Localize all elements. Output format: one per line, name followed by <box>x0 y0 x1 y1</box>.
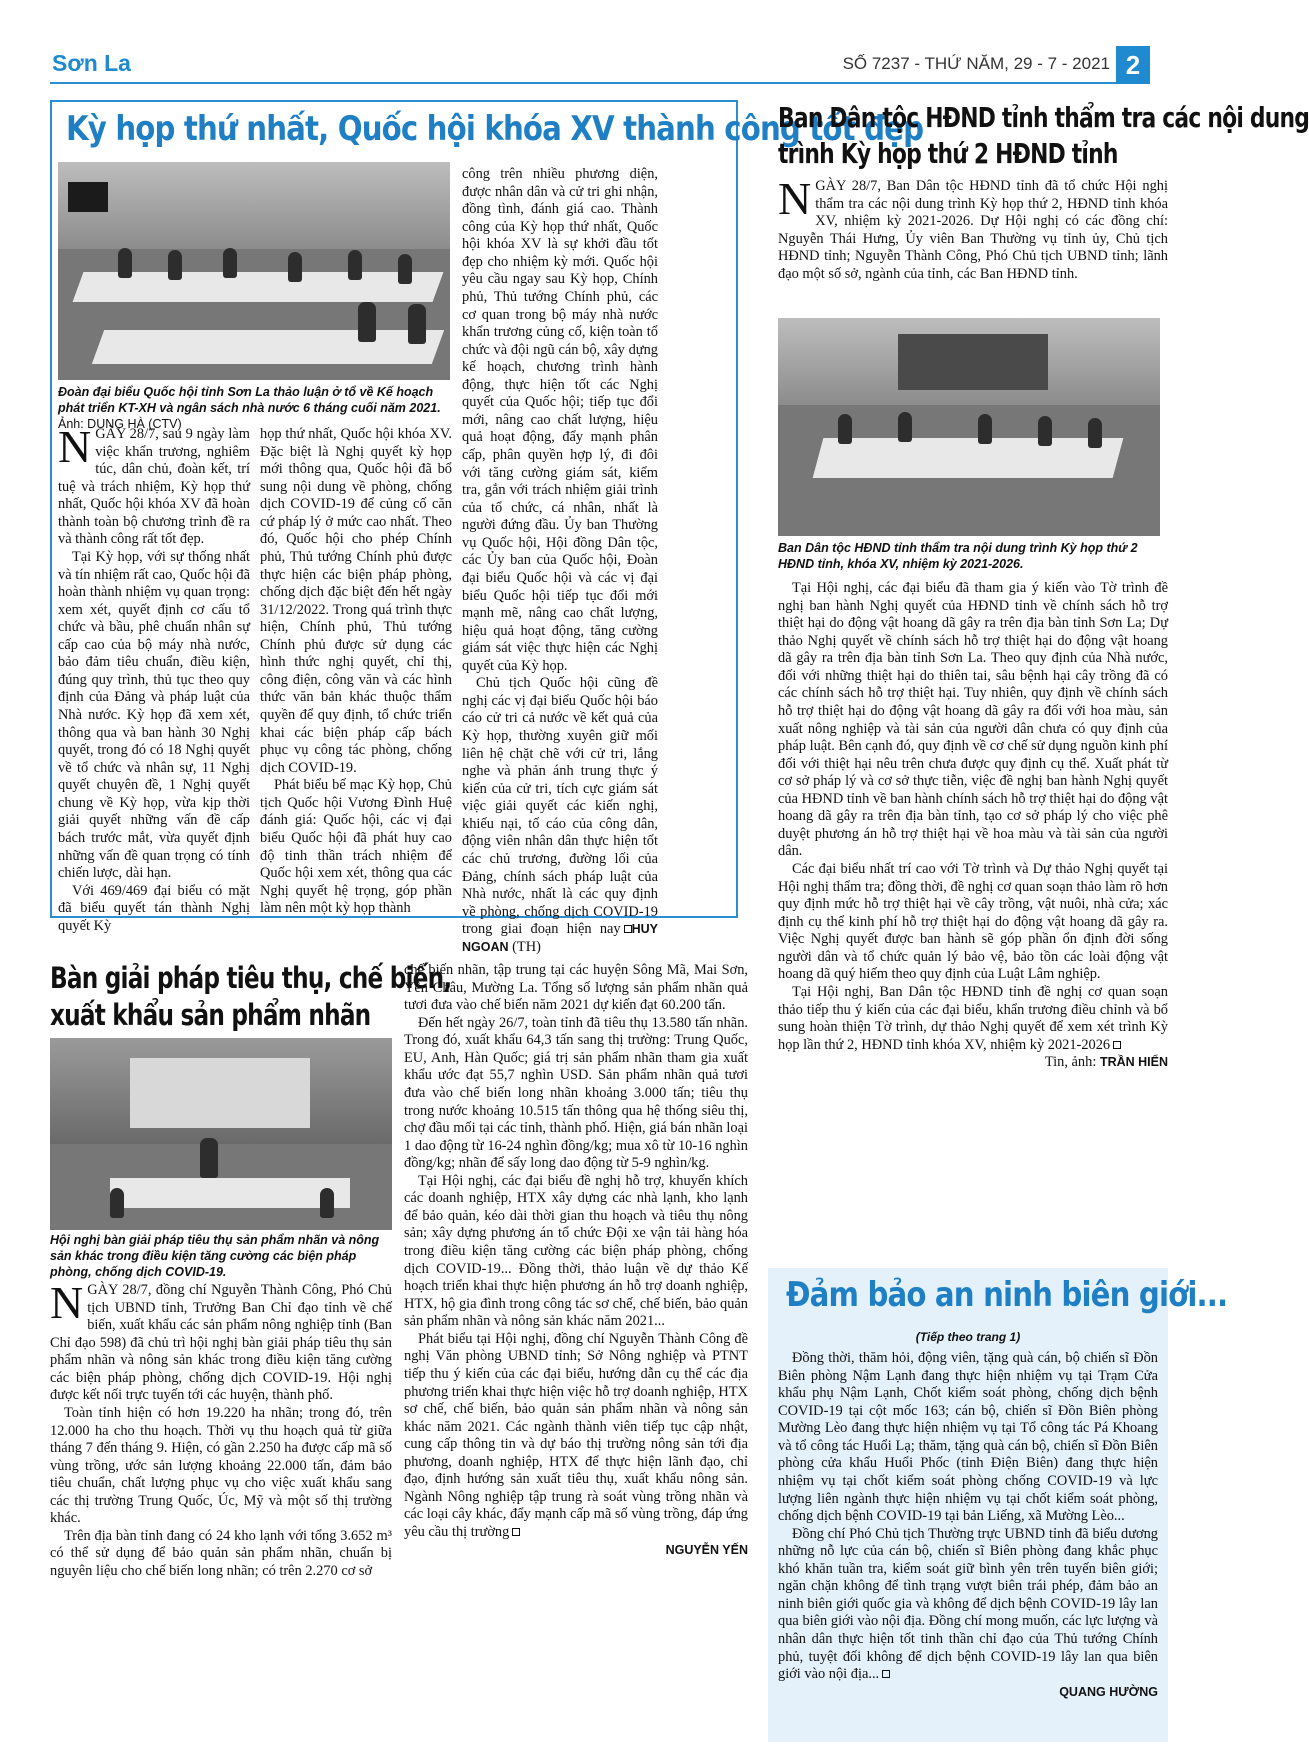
article3-caption: Hội nghị bàn giải pháp tiêu thụ sản phẩm nhãn và nông sản khác trong điều kiện tăng cường các biện pháp phòng, chống dịch COVID-19. <box>50 1233 380 1279</box>
article2-byline: TRẦN HIỂN <box>1099 1055 1168 1070</box>
article-national-assembly <box>50 100 924 955</box>
article-byline: HUY NGOAN <box>462 922 658 954</box>
photo-caption: Đoàn đại biểu Quốc hội tỉnh Sơn La thảo luận ở tổ về Kế hoạch phát triển KT-XH và ngân sách nhà nước 6 tháng cuối năm 2021. Ảnh: DUNG HÀ (CTV) <box>58 385 441 431</box>
article-column-3: công trên nhiều phương diện, được nhân dân và cử tri ghi nhận, đồng tình, đánh giá cao. Thành công của Kỳ họp thứ nhất, Quốc hội khóa XV là sự khởi đầu tốt đẹp cho nhiệm kỳ mới. Quốc hội yêu cầu ngay sau Kỳ họp, Chính phủ, Thủ tướng Chính phủ, các cơ quan trong bộ máy nhà nước khẩn trương củng cố, kiện toàn tổ chức và đội ngũ cán bộ, xây dựng kế hoạch, chương trình hành động, thực hiện tốt các Nghị quyết của Quốc hội; tiếp tục đổi mới, nâng cao chất lượng, hiệu quả hoạt động, đẩy mạnh phân cấp, phân quyền hợp lý, đi đôi với tăng cường giám sát, kiểm tra, gắn với trách nhiệm giải trình của tổ chức, cá nhân, nhất là người đứng đầu. Ủy ban Thường vụ Quốc hội, Hội đồng Dân tộc, các Ủy ban của Quốc hội, Đoàn đại biểu Quốc hội và các vị đại biểu Quốc hội tiếp tục đổi mới mạnh mẽ, nâng cao chất lượng, hiệu quả hoạt động, tăng cường giám sát việc thực hiện các Nghị quyết của Kỳ họp. Chủ tịch Quốc hội cũng đề nghị các vị đại biểu Quốc hội báo cáo cử tri cả nước về kết quả của Kỳ họp, thường xuyên giữ mối liên hệ chặt chẽ với cử tri, lắng nghe và phản ánh trung thực ý kiến của cử tri, tích cực giám sát việc giải quyết các kiến nghị, khiếu nại, tố cáo của công dân, động viên nhân dân thực hiện tốt các chủ trương, đường lối của Đảng, chính sách pháp luật của Nhà nước, nhất là các quy định về phòng, chống dịch COVID-19 trong giai đoạn hiện nay HUY NGOAN (TH) <box>462 166 658 955</box>
article-title: Kỳ họp thứ nhất, Quốc hội khóa XV thành công tốt đẹp <box>66 109 924 149</box>
page-number: 2 <box>1116 46 1150 84</box>
article4-body: Đồng thời, thăm hỏi, động viên, tặng quà cán, bộ chiến sĩ Đồn Biên phòng Nậm Lạnh đang thực hiện nhiệm vụ tại Trạm Cửa khẩu phụ Nậm Lạnh, Chốt kiểm soát phòng, chống dịch bệnh COVID-19 tại cột mốc 163; cán bộ, chiến sĩ Đồn Biên phòng Mường Lèo đang thực hiện nhiệm vụ tại Tổ công tác Pá Khoang và tổ công tác Huổi Lạ; thăm, tặng quà cán bộ, chiến sĩ Đồn Biên phòng cửa khẩu Huổi Phốc (tỉnh Điện Biên) đang thực hiện nhiệm vụ tại chốt kiểm soát phòng chống COVID-19 và lực lượng liên ngành thực hiện nhiệm vụ tại chốt kiểm soát phòng, chống dịch bệnh COVID-19 tại bản Liếng, xã Mường Lèo... Đồng chí Phó Chủ tịch Thường trực UBND tỉnh đã biểu dương những nỗ lực của cán bộ, chiến sĩ Biên phòng đang khắc phục khó khăn tuần tra, kiểm soát giữ bình yên trên tuyến biên giới; ngăn chặn không để tình trạng vượt biên trái phép, đảm bảo an ninh biên giới quốc gia và không để dịch bệnh COVID-19 lây lan qua biên giới vào nội địa. Đồng chí mong muốn, các lực lượng và nhân dân thực hiện tốt tinh thần chỉ đạo của Thủ tướng Chính phủ, tuyệt đối không để dịch bệnh COVID-19 lây lan qua biên giới vào nội địa... QUANG HƯỜNG <box>778 1350 1158 1699</box>
article4-title: Đảm bảo an ninh biên giới... <box>786 1275 1228 1315</box>
meeting-photo <box>58 162 450 380</box>
article3-column-1: NGÀY 28/7, đồng chí Nguyễn Thành Công, Phó Chủ tịch UBND tỉnh, Trưởng Ban Chỉ đạo tỉnh về chế biến, xuất khẩu các sản phẩm nông nghiệp tỉnh (Ban Chỉ đạo 598) đã chủ trì hội nghị bàn giải pháp tiêu thụ sản phẩm nhãn và nông sản khác trong điều kiện tăng cường các biện pháp phòng, chống dịch COVID-19. Hội nghị được kết nối trực tuyến tới các huyện, thành phố. Toàn tỉnh hiện có hơn 19.220 ha nhãn; trong đó, trên 12.000 ha cho thu hoạch. Thời vụ thu hoạch quả từ giữa tháng 7 đến tháng 9. Hiện, có gần 2.250 ha được cấp mã số vùng trồng, ước sản lượng khoảng 22.000 tấn, đảm bảo tiêu chuẩn, chất lượng phục vụ cho việc xuất khẩu sang các thị trường Trung Quốc, Úc, Mỹ và một số thị trường khác. Trên địa bàn tỉnh đang có 24 kho lạnh với tổng 3.652 m³ có thể sử dụng để bảo quản sản phẩm nhãn, chuẩn bị nguyên liệu cho chế biến long nhãn; có trên 2.270 cơ sở <box>50 1277 392 1579</box>
article2-title: Ban Dân tộc HĐND tỉnh thẩm tra các nội dung trình Kỳ họp thứ 2 HĐND tỉnh <box>778 101 1309 170</box>
drop-cap: N <box>778 173 812 224</box>
article2-caption: Ban Dân tộc HĐND tỉnh thẩm tra nội dung trình Kỳ họp thứ 2 HĐND tỉnh, khóa XV, nhiệm kỳ 2021-2026. <box>778 541 1138 571</box>
article-border-security <box>768 1268 1228 1742</box>
article2-photo <box>778 318 1160 536</box>
drop-cap: N <box>58 421 92 472</box>
article4-byline: QUANG HƯỜNG <box>1059 1684 1158 1699</box>
article-column-1: NGÀY 28/7, sau 9 ngày làm việc khẩn trương, nghiêm túc, dân chủ, đoàn kết, trí tuệ và trách nhiệm, Kỳ họp thứ nhất, Quốc hội khóa XV đã hoàn thành toàn bộ chương trình đề ra và thành công rất tốt đẹp. Tại Kỳ họp, với sự thống nhất và tín nhiệm rất cao, Quốc hội đã hoàn thành nhiệm vụ quan trọng: xem xét, quyết định cơ cấu tổ chức và bầu, phê chuẩn nhân sự cấp cao của bộ máy nhà nước, bảo đảm tiêu chuẩn, điều kiện, đúng quy trình, thủ tục theo quy định của Đảng và pháp luật của Nhà nước. Kỳ họp đã xem xét, thông qua và ban hành 30 Nghị quyết, trong đó có 18 Nghị quyết về tổ chức và nhân sự, 11 Nghị quyết chuyên đề, 1 Nghị quyết chung về Kỳ họp, vừa kịp thời giải quyết những vấn đề cấp bách trước mắt, vừa quyết định những vấn đề quan trọng có tính chiến lược, dài hạn. Với 469/469 đại biểu có mặt đã biểu quyết tán thành Nghị quyết Kỳ <box>58 421 250 934</box>
article-column-2: họp thứ nhất, Quốc hội khóa XV. Đặc biệt là Nghị quyết kỳ họp mới thông qua, Quốc hội đã bổ sung nội dung về phòng, chống dịch COVID-19 để củng cố căn cứ pháp lý ở mức cao nhất. Theo đó, Quốc hội cho phép Chính phủ, Thủ tướng Chính phủ được thực hiện các biện pháp phòng, chống dịch đặc biệt đến hết ngày 31/12/2022. Trong quá trình thực hiện, Chính phủ, Thủ tướng Chính phủ được sử dụng các hình thức nghị quyết, chỉ thị, công điện, công văn và các hình thức văn bản khác thuộc thẩm quyền để quy định, tổ chức triển khai các biện pháp cấp bách phục vụ công tác phòng, chống dịch COVID-19. Phát biểu bế mạc Kỳ họp, Chủ tịch Quốc hội Vương Đình Huệ đánh giá: Quốc hội, các vị đại biểu Quốc hội đã phát huy cao độ tinh thần trách nhiệm để Quốc hội xem xét, thông qua các Nghị quyết hệ trọng, góp phần làm nên một kỳ họp thành <box>260 426 452 917</box>
article2-body: Tại Hội nghị, các đại biểu đã tham gia ý kiến vào Tờ trình đề nghị ban hành Nghị quyết của HĐND tỉnh về chính sách hỗ trợ thiệt hại do động vật hoang dã gây ra trên địa bàn tỉnh Sơn La; Dự thảo Nghị quyết về chính sách hỗ trợ thiệt hại do động vật hoang dã gây ra trên địa bàn tỉnh Sơn La. Theo quy định của Nhà nước, đối với những thiệt hại do thiên tai, sâu bệnh hại cây trồng đã có các chính sách hỗ trợ thiệt hại. Tuy nhiên, quy định về chính sách hỗ trợ thiệt hại do động vật hoang dã gây ra đối với hoa màu, sản xuất nông nghiệp và tài sản của người dân chưa có quy định của pháp luật. Bên cạnh đó, quy định về cơ chế sử dụng nguồn kinh phí đối với thiệt hại nêu trên chưa được quy định cụ thể. Xuất phát từ cơ sở pháp lý và cơ sở thực tiễn, việc đề nghị ban hành Nghị quyết của HĐND tỉnh về ban hành chính sách hỗ trợ thiệt hại do động vật hoang dã gây ra trên địa bàn tỉnh, tạo cơ sở pháp lý cho việc phê duyệt phương án hỗ trợ thiệt hại về hoa màu và tài sản của người dân. Các đại biểu nhất trí cao với Tờ trình và Dự thảo Nghị quyết tại Hội nghị thẩm tra; đồng thời, đề nghị cơ quan soạn thảo làm rõ hơn quy định mức hỗ trợ thiệt hại về cây trồng, vật nuôi, nhà cửa; xác định cụ thể kinh phí hỗ trợ thiệt hại do động vật hoang dã gây ra. Việc Nghị quyết được ban hành sẽ góp phần ổn định đời sống người dân và tổ chức quản lý bảo vệ, bảo tồn các loài động vật hoang dã quý hiếm theo quy định của Luật Lâm nghiệp. Tại Hội nghị, Ban Dân tộc HĐND tỉnh đề nghị cơ quan soạn thảo tiếp thu ý kiến của các đại biểu, khẩn trương điều chỉnh và bổ sung hoàn thiện Tờ trình, dự thảo Nghị quyết để xem xét trình Kỳ họp lần thứ 2, HĐND tỉnh khóa XV, nhiệm kỳ 2021-2026 Tin, ảnh: TRẦN HIỂN <box>778 580 1168 1071</box>
drop-cap: N <box>50 1277 84 1328</box>
article3-title: Bàn giải pháp tiêu thụ, chế biến, xuất khẩu sản phẩm nhãn <box>50 961 452 1033</box>
article3-column-2: chế biến nhãn, tập trung tại các huyện Sông Mã, Mai Sơn, Yên Châu, Mường La. Tổng số lượng sản phẩm nhãn quả tươi đưa vào chế biến năm 2021 dự kiến đạt 60.200 tấn. Đến hết ngày 26/7, toàn tỉnh đã tiêu thụ 13.580 tấn nhãn. Trong đó, xuất khẩu 64,3 tấn sang thị trường: Trung Quốc, EU, Anh, Hàn Quốc; giá trị sản phẩm nhãn tham gia xuất khẩu ước đạt 55,7 nghìn USD. Sản phẩm nhãn quả tươi đưa vào chế biến long nhãn khoảng 3.000 tấn; tiêu thụ trong nước khoảng 10.515 tấn thông qua hệ thống siêu thị, chợ đầu mối tại các tỉnh, thành phố. Hiện, giá bán nhãn loại 1 dao động từ 16-24 nghìn đồng/kg; mua xô từ 10-16 nghìn đồng/kg; nhãn để sấy long dao động từ 5-9 nghìn/kg. Tại Hội nghị, các đại biểu đề nghị hỗ trợ, khuyến khích các doanh nghiệp, HTX xây dựng các nhà lạnh, kho lạnh để bảo quản, kéo dài thời gian thu hoạch và tiêu thụ nông sản; xây dựng phương án tổ chức Đội xe vận tải hàng hóa trong điều kiện tăng cường các biện pháp phòng, chống dịch COVID-19... Đồng thời, thảo luận về dự thảo Kế hoạch triển khai thực hiện phương án hỗ trợ doanh nghiệp, HTX, hộ gia đình trong công tác sơ chế, chế biến, bảo quản sản phẩm nhãn và nông sản khác năm 2021... Phát biểu tại Hội nghị, đồng chí Nguyễn Thành Công đề nghị Văn phòng UBND tỉnh; Sở Nông nghiệp và PTNT tiếp thu ý kiến của các đại biểu, hướng dẫn cụ thể các địa phương triển khai thực hiện việc hỗ trợ doanh nghiệp, HTX sơ chế, chế biến, bảo quản sản phẩm nhãn và nông sản khác năm 2021. Các ngành thành viên tiếp tục cập nhật, cung cấp thông tin và dự báo thị trường nông sản tới địa phương, doanh nghiệp, HTX để thực hiện lãnh đạo, chỉ đạo, định hướng sản xuất tiêu thụ, xuất khẩu nông sản. Ngành Nông nghiệp tập trung rà soát vùng trồng nhãn và các loại cây khác, đẩy mạnh cấp mã số vùng trồng, đáp ứng yêu cầu thị trường NGUYỄN YẾN <box>404 962 748 1557</box>
newspaper-brand: Sơn La <box>52 50 131 76</box>
article3-photo <box>50 1038 392 1230</box>
issue-info: SỐ 7237 - THỨ NĂM, 29 - 7 - 2021 <box>842 54 1110 73</box>
article3-byline: NGUYỄN YẾN <box>665 1542 748 1557</box>
article2-lead: NGÀY 28/7, Ban Dân tộc HĐND tỉnh đã tổ chức Hội nghị thẩm tra các nội dung trình Kỳ họp thứ 2, HĐND tỉnh khóa XV, nhiệm kỳ 2021-2026. Dự Hội nghị có các đồng chí: Nguyễn Thái Hưng, Ủy viên Ban Thường vụ tỉnh ủy, Chủ tịch HĐND tỉnh; Nguyễn Thành Công, Phó Chủ tịch UBND tỉnh; lãnh đạo một số sở, ngành của tỉnh, các Ban HĐND tỉnh. <box>778 173 1168 282</box>
continued-note: (Tiếp theo trang 1) <box>915 1330 1021 1344</box>
page-header <box>50 52 1150 84</box>
